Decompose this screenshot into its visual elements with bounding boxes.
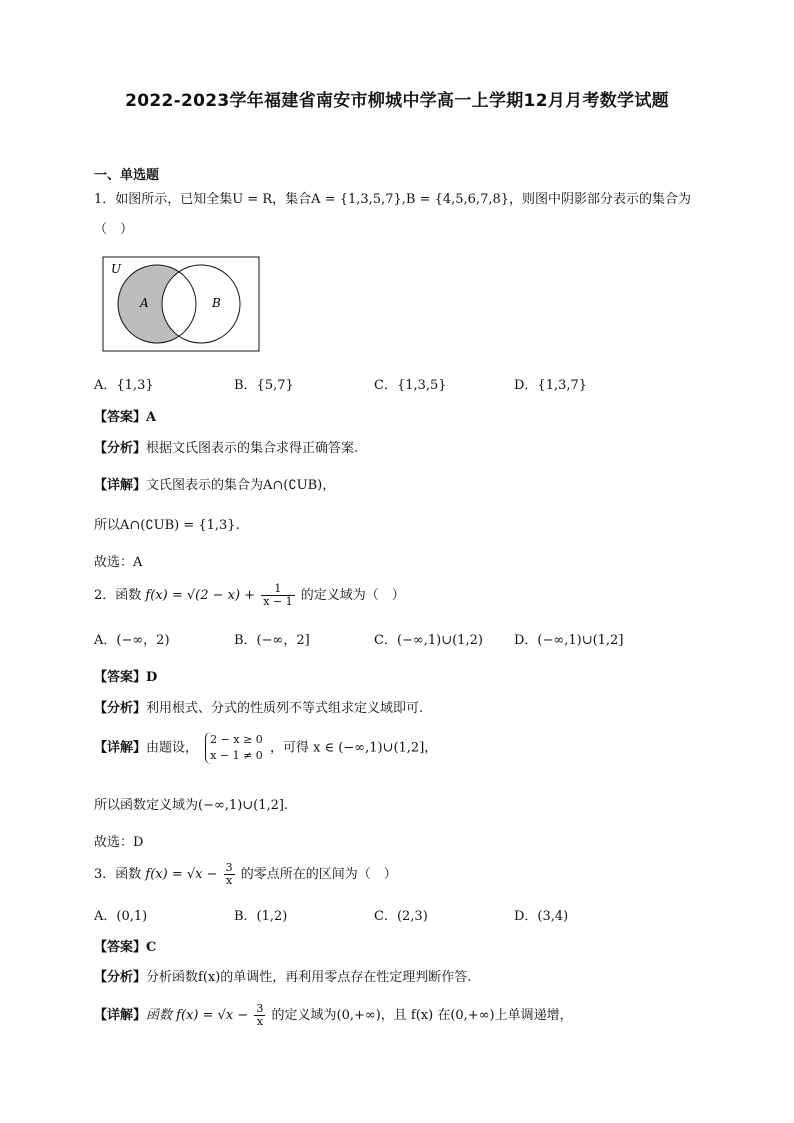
q1-detail-2: 所以A∩(∁UB) = {1,3}. <box>94 518 240 533</box>
q2-frac-num: 1 <box>261 583 294 596</box>
q2-detail-tag: 【详解】 <box>94 740 147 756</box>
venn-label-a: A <box>140 296 149 310</box>
q2-analysis <box>94 697 423 716</box>
q3-option-d: D．(3,4) <box>514 909 569 924</box>
page-title: 2022-2023学年福建省南安市柳城中学高一上学期12月月考数学试题 <box>125 91 669 111</box>
q2-option-b: B．(−∞，2] <box>234 633 310 648</box>
venn-diagram <box>102 256 260 352</box>
q2-function: f(x) = √(2 − x) + <box>145 588 256 603</box>
q2-sys-line-2: x − 1 ≠ 0 <box>210 749 263 762</box>
q2-choose: 故选：D <box>94 835 144 850</box>
q1-detail <box>94 474 335 493</box>
q1-answer: 【答案】A <box>94 410 157 425</box>
q3-option-c: C．(2,3) <box>374 909 428 924</box>
q1-analysis-text: 根据文氏图表示的集合求得正确答案. <box>146 441 359 456</box>
q2-option-c: C．(−∞,1)∪(1,2) <box>374 633 483 648</box>
q2-detail-post: ，可得 x ∈ (−∞,1)∪(1,2]， <box>269 740 438 756</box>
q3-stem <box>94 862 397 887</box>
q3-detail-post: 的定义域为(0,+∞)，且 f(x) 在(0,+∞)上单调递增， <box>271 1008 573 1023</box>
q3-detail <box>94 1003 573 1028</box>
q1-detail-text: 文氏图表示的集合为A∩(∁UB)， <box>146 478 336 493</box>
q2-option-a: A．(−∞，2) <box>94 633 170 648</box>
q1-option-d: D．{1,3,7} <box>514 378 588 393</box>
q3-function: f(x) = √x − <box>145 867 218 882</box>
q2-detail <box>94 732 437 764</box>
q1-stem: 1．如图所示，已知全集U = R，集合A = {1,3,5,7},B = {4,5,6,7,8}，则图中阴影部分表示的集合为 <box>94 192 692 207</box>
q3-answer: 【答案】C <box>94 940 157 955</box>
q3-stem-post: 的零点所在的区间为（ ） <box>240 867 397 882</box>
q2-detail-2: 所以函数定义域为(−∞,1)∪(1,2]. <box>94 798 289 813</box>
q3-fraction <box>224 862 235 887</box>
q1-choose: 故选：A <box>94 555 143 570</box>
q3-stem-pre: 3．函数 <box>94 867 142 882</box>
q3-frac-den: x <box>226 874 233 887</box>
q1-paren: （ ） <box>94 222 134 237</box>
q1-option-b: B．{5,7} <box>234 378 294 393</box>
q2-analysis-tag: 【分析】 <box>94 701 147 716</box>
q3-frac-num: 3 <box>225 861 233 874</box>
q2-stem-pre: 2．函数 <box>94 588 142 603</box>
q3-detail-tag: 【详解】 <box>94 1008 147 1023</box>
q2-fraction <box>261 583 294 608</box>
q1-detail-tag: 【详解】 <box>94 478 147 493</box>
q3-option-b: B．(1,2) <box>234 909 288 924</box>
venn-label-b: B <box>212 296 221 310</box>
q2-detail-pre: 由题设， <box>146 740 199 756</box>
section-heading: 一、单选题 <box>94 168 160 183</box>
q3-detail-frac-num: 3 <box>256 1002 264 1015</box>
q2-inequality-system <box>205 732 263 764</box>
q3-option-a: A．(0,1) <box>94 909 148 924</box>
q1-option-c: C．{1,3,5} <box>374 378 447 393</box>
q2-answer: 【答案】D <box>94 670 158 685</box>
q2-stem-post: 的定义域为（ ） <box>300 588 405 603</box>
q1-analysis-tag: 【分析】 <box>94 441 147 456</box>
q3-detail-frac-den: x <box>256 1015 263 1028</box>
q3-analysis-tag: 【分析】 <box>94 970 147 985</box>
q2-stem <box>94 583 405 608</box>
q2-sys-line-1: 2 − x ≥ 0 <box>210 733 263 746</box>
q1-analysis <box>94 437 358 456</box>
q2-analysis-text: 利用根式、分式的性质列不等式组求定义域即可. <box>146 701 424 716</box>
q2-frac-den: x − 1 <box>263 595 293 608</box>
q2-option-d: D．(−∞,1)∪(1,2] <box>514 633 624 648</box>
q3-analysis <box>94 966 471 985</box>
q1-option-a: A．{1,3} <box>94 378 154 393</box>
venn-label-u: U <box>111 262 122 276</box>
q3-analysis-text: 分析函数f(x)的单调性，再利用零点存在性定理判断作答. <box>146 970 472 985</box>
q3-detail-pre: 函数 f(x) = √x − <box>146 1008 249 1023</box>
q3-detail-fraction <box>254 1003 265 1028</box>
